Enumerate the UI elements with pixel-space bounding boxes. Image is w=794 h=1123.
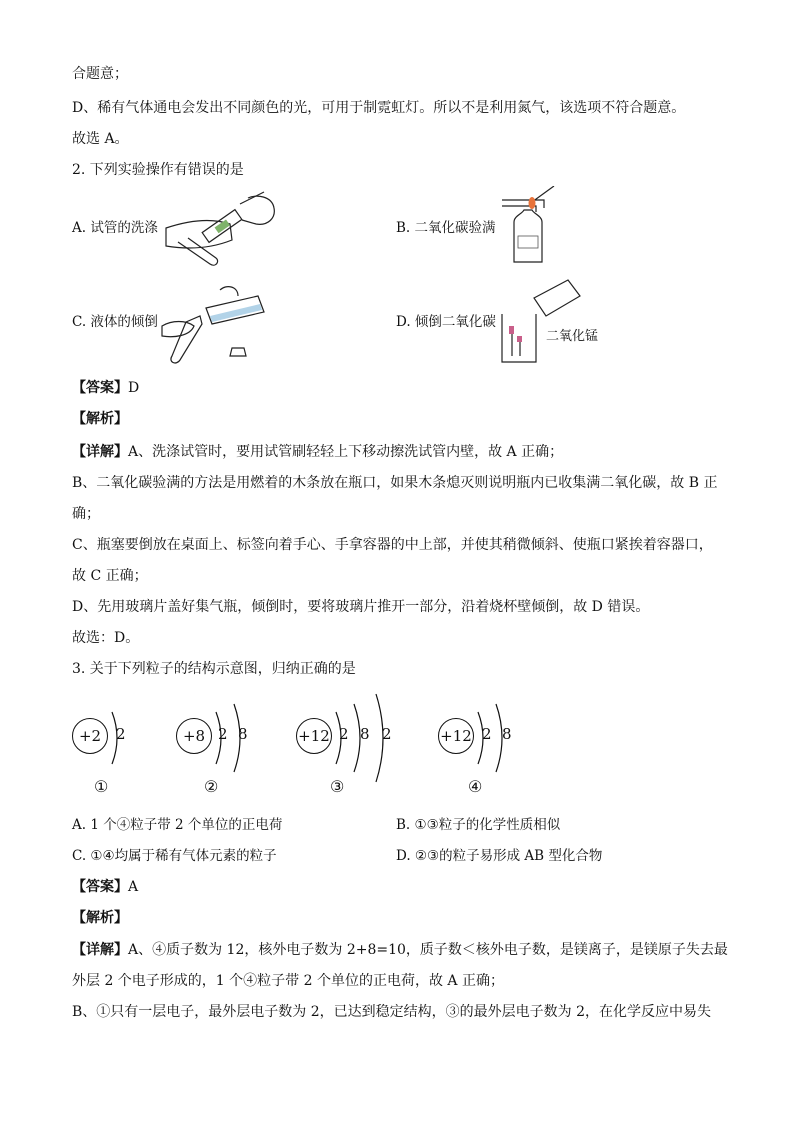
nucleus: +12	[438, 718, 474, 754]
atom-diagram-4	[438, 700, 538, 800]
shell-electron-count: 2	[382, 725, 392, 743]
shell-electron-count: 2	[482, 725, 492, 743]
shell-electron-count: 8	[360, 725, 370, 743]
detail-line	[72, 442, 563, 462]
q2-option-a: A. 试管的洗涤	[72, 220, 158, 236]
question-3-stem: 3. 关于下列粒子的结构示意图，归纳正确的是	[72, 661, 356, 677]
answer-label: 【答案】	[72, 879, 128, 895]
text-line: D、稀有气体通电会发出不同颜色的光，可用于制霓虹灯。所以不是利用氮气，该选项不符合题意。	[72, 100, 686, 116]
question-2-stem: 2. 下列实验操作有错误的是	[72, 162, 244, 178]
answer-value: A	[128, 879, 139, 895]
answer-line	[72, 378, 139, 398]
answer-line	[72, 877, 138, 897]
text-line: C、瓶塞要倒放在桌面上、标签向着手心、手拿容器的中上部，并使其稍微倾斜、使瓶口紧挨着容器口，	[72, 537, 713, 553]
text-line: D、先用玻璃片盖好集气瓶，倾倒时，要将玻璃片推开一部分，沿着烧杯壁倾倒，故 D 错误。	[72, 599, 650, 615]
answer-label: 【答案】	[72, 380, 128, 396]
q2-option-c: C. 液体的倾倒	[72, 314, 158, 330]
nucleus: +8	[176, 718, 212, 754]
detail-text: A、④质子数为 12，核外电子数为 2+8=10，质子数＜核外电子数，是镁离子，是镁原子失去最	[128, 942, 728, 958]
text-line: B、二氧化碳验满的方法是用燃着的木条放在瓶口，如果木条熄灭则说明瓶内已收集满二氧化碳，故 B 正	[72, 475, 718, 491]
shell-electron-count: 8	[502, 725, 512, 743]
particle-label: ①	[94, 777, 109, 796]
detail-label: 【详解】	[72, 942, 128, 958]
q3-option-b: B. ①③粒子的化学性质相似	[396, 817, 561, 833]
pour-co2-figure	[498, 278, 584, 368]
text-line: 故选 A。	[72, 131, 129, 147]
atom-diagram-1	[72, 700, 162, 800]
text-line: 确；	[72, 506, 100, 522]
particle-label: ③	[330, 777, 345, 796]
liquid-pouring-figure	[160, 280, 270, 365]
text-line: 故选：D。	[72, 630, 140, 646]
shell-electron-count: 2	[218, 725, 228, 743]
detail-line	[72, 940, 728, 960]
text-line: B、①只有一层电子，最外层电子数为 2，已达到稳定结构，③的最外层电子数为 2，在化学反应中易失	[72, 1004, 712, 1020]
figure-label: 二氧化锰	[546, 329, 599, 344]
co2-check-figure	[498, 186, 558, 268]
q3-option-d: D. ②③的粒子易形成 AB 型化合物	[396, 848, 603, 864]
q3-option-a: A. 1 个④粒子带 2 个单位的正电荷	[72, 817, 283, 833]
analysis-label: 【解析】	[72, 910, 128, 926]
text-line: 合题意；	[72, 66, 128, 82]
q3-option-c: C. ①④均属于稀有气体元素的粒子	[72, 848, 277, 864]
text-line: 故 C 正确；	[72, 568, 148, 584]
text-line: 外层 2 个电子形成的，1 个④粒子带 2 个单位的正电荷，故 A 正确；	[72, 973, 504, 989]
answer-value: D	[128, 380, 140, 396]
q2-option-b: B. 二氧化碳验满	[396, 220, 496, 236]
atom-diagram-2	[176, 700, 276, 800]
q2-option-d: D. 倾倒二氧化碳	[396, 314, 496, 330]
nucleus: +12	[296, 718, 332, 754]
analysis-label: 【解析】	[72, 411, 128, 427]
detail-text: A、洗涤试管时，要用试管刷轻轻上下移动擦洗试管内壁，故 A 正确；	[128, 444, 564, 460]
shell-electron-count: 8	[238, 725, 248, 743]
test-tube-washing-figure	[160, 190, 280, 272]
particle-label: ④	[468, 777, 483, 796]
atom-diagram-3	[296, 690, 406, 800]
particle-label: ②	[204, 777, 219, 796]
shell-electron-count: 2	[339, 725, 349, 743]
shell-electron-count: 2	[116, 725, 126, 743]
nucleus: +2	[72, 718, 108, 754]
detail-label: 【详解】	[72, 444, 128, 460]
